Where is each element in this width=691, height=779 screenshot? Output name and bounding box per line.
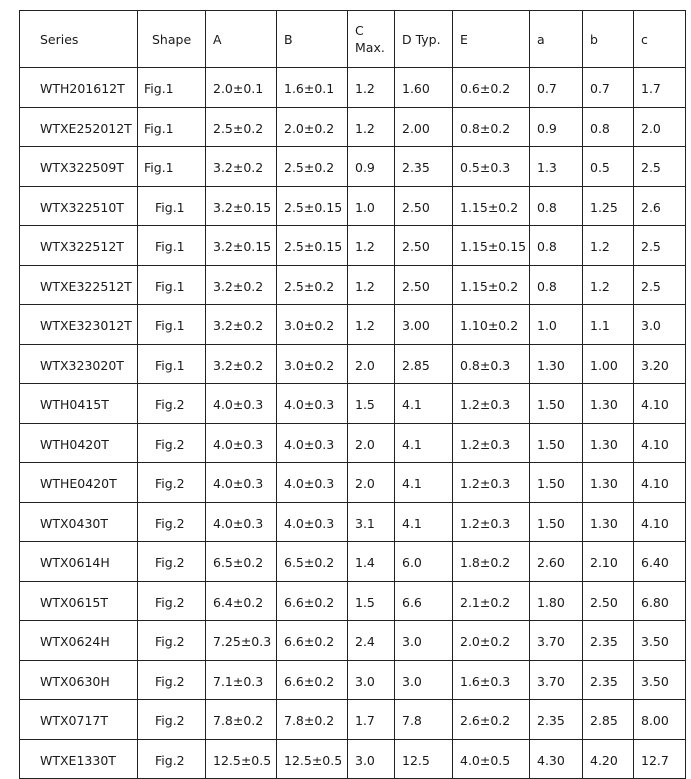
dim-d-cell: 3.0 xyxy=(395,621,453,661)
dim-a-cell: 4.0±0.3 xyxy=(206,423,277,463)
series-cell: WTH201612T xyxy=(20,68,138,108)
dimensions-table xyxy=(19,10,686,779)
dim-b-cell: 6.6±0.2 xyxy=(277,660,348,700)
shape-cell: Fig.1 xyxy=(138,107,206,147)
dim-b-small-cell: 1.2 xyxy=(583,226,634,266)
dim-b-cell: 2.5±0.15 xyxy=(277,226,348,266)
dim-e-cell: 2.6±0.2 xyxy=(453,700,530,740)
dim-b-small-cell: 1.30 xyxy=(583,423,634,463)
dim-c-small-cell: 6.80 xyxy=(634,581,686,621)
dim-a-small-cell: 0.8 xyxy=(530,265,583,305)
dim-b-cell: 12.5±0.5 xyxy=(277,739,348,779)
table-row xyxy=(20,621,686,661)
shape-cell: Fig.2 xyxy=(138,581,206,621)
dim-e-cell: 4.0±0.5 xyxy=(453,739,530,779)
series-cell: WTX322510T xyxy=(20,186,138,226)
table-header xyxy=(20,11,686,68)
series-cell: WTX0615T xyxy=(20,581,138,621)
dim-b-small-cell: 2.85 xyxy=(583,700,634,740)
dim-b-cell: 2.5±0.2 xyxy=(277,147,348,187)
header-b-lower: b xyxy=(583,11,634,68)
dim-b-cell: 4.0±0.3 xyxy=(277,384,348,424)
shape-cell: Fig.1 xyxy=(138,147,206,187)
dim-a-cell: 4.0±0.3 xyxy=(206,463,277,503)
dim-c-small-cell: 3.50 xyxy=(634,621,686,661)
dim-a-small-cell: 0.9 xyxy=(530,107,583,147)
dim-c-small-cell: 2.0 xyxy=(634,107,686,147)
dim-c-cell: 1.5 xyxy=(348,384,395,424)
dim-a-small-cell: 1.50 xyxy=(530,423,583,463)
dim-a-small-cell: 2.35 xyxy=(530,700,583,740)
shape-cell: Fig.2 xyxy=(138,700,206,740)
header-a-upper: A xyxy=(206,11,277,68)
series-cell: WTX322509T xyxy=(20,147,138,187)
dim-e-cell: 2.1±0.2 xyxy=(453,581,530,621)
dim-b-small-cell: 0.7 xyxy=(583,68,634,108)
shape-cell: Fig.1 xyxy=(138,265,206,305)
dim-c-cell: 1.4 xyxy=(348,542,395,582)
dim-b-small-cell: 4.20 xyxy=(583,739,634,779)
dim-c-small-cell: 2.6 xyxy=(634,186,686,226)
dim-b-cell: 4.0±0.3 xyxy=(277,502,348,542)
dim-d-cell: 4.1 xyxy=(395,502,453,542)
dim-b-cell: 1.6±0.1 xyxy=(277,68,348,108)
dim-a-cell: 6.4±0.2 xyxy=(206,581,277,621)
dim-e-cell: 0.5±0.3 xyxy=(453,147,530,187)
series-cell: WTXE252012T xyxy=(20,107,138,147)
dim-c-cell: 1.5 xyxy=(348,581,395,621)
table-row xyxy=(20,305,686,345)
dim-b-small-cell: 2.35 xyxy=(583,660,634,700)
dim-e-cell: 1.10±0.2 xyxy=(453,305,530,345)
series-cell: WTX0717T xyxy=(20,700,138,740)
dim-c-small-cell: 4.10 xyxy=(634,423,686,463)
dim-e-cell: 1.2±0.3 xyxy=(453,463,530,503)
dim-a-cell: 6.5±0.2 xyxy=(206,542,277,582)
dim-e-cell: 1.2±0.3 xyxy=(453,502,530,542)
dim-b-small-cell: 1.00 xyxy=(583,344,634,384)
series-cell: WTHE0420T xyxy=(20,463,138,503)
dim-c-cell: 3.0 xyxy=(348,660,395,700)
dim-b-cell: 4.0±0.3 xyxy=(277,463,348,503)
dim-b-small-cell: 1.25 xyxy=(583,186,634,226)
dim-a-cell: 2.5±0.2 xyxy=(206,107,277,147)
shape-cell: Fig.1 xyxy=(138,305,206,345)
dim-b-cell: 6.6±0.2 xyxy=(277,581,348,621)
dim-a-small-cell: 0.7 xyxy=(530,68,583,108)
dim-b-small-cell: 2.50 xyxy=(583,581,634,621)
table-row xyxy=(20,660,686,700)
shape-cell: Fig.2 xyxy=(138,423,206,463)
header-row xyxy=(20,11,686,68)
dim-e-cell: 0.8±0.3 xyxy=(453,344,530,384)
dim-d-cell: 2.50 xyxy=(395,186,453,226)
series-cell: WTH0415T xyxy=(20,384,138,424)
dim-a-cell: 2.0±0.1 xyxy=(206,68,277,108)
dim-a-small-cell: 1.50 xyxy=(530,502,583,542)
dim-a-small-cell: 0.8 xyxy=(530,186,583,226)
dim-c-small-cell: 1.7 xyxy=(634,68,686,108)
dim-c-small-cell: 3.0 xyxy=(634,305,686,345)
dim-c-cell: 2.0 xyxy=(348,463,395,503)
dim-c-cell: 1.2 xyxy=(348,226,395,266)
dim-c-small-cell: 2.5 xyxy=(634,226,686,266)
dim-b-cell: 6.6±0.2 xyxy=(277,621,348,661)
dim-e-cell: 0.8±0.2 xyxy=(453,107,530,147)
dim-c-small-cell: 12.7 xyxy=(634,739,686,779)
table-body xyxy=(20,68,686,779)
dim-b-cell: 4.0±0.3 xyxy=(277,423,348,463)
dim-a-small-cell: 3.70 xyxy=(530,660,583,700)
series-cell: WTXE323012T xyxy=(20,305,138,345)
dim-b-cell: 2.5±0.2 xyxy=(277,265,348,305)
dim-e-cell: 1.2±0.3 xyxy=(453,423,530,463)
dim-a-cell: 4.0±0.3 xyxy=(206,502,277,542)
shape-cell: Fig.1 xyxy=(138,68,206,108)
dim-c-cell: 1.2 xyxy=(348,107,395,147)
dim-e-cell: 1.2±0.3 xyxy=(453,384,530,424)
dim-d-cell: 7.8 xyxy=(395,700,453,740)
dim-b-small-cell: 1.2 xyxy=(583,265,634,305)
dim-c-small-cell: 2.5 xyxy=(634,147,686,187)
header-a-lower: a xyxy=(530,11,583,68)
dim-b-cell: 6.5±0.2 xyxy=(277,542,348,582)
dim-e-cell: 0.6±0.2 xyxy=(453,68,530,108)
dim-c-cell: 1.0 xyxy=(348,186,395,226)
shape-cell: Fig.2 xyxy=(138,739,206,779)
dim-d-cell: 2.50 xyxy=(395,265,453,305)
series-cell: WTX0430T xyxy=(20,502,138,542)
dim-e-cell: 1.15±0.15 xyxy=(453,226,530,266)
dim-a-cell: 7.8±0.2 xyxy=(206,700,277,740)
dim-d-cell: 2.85 xyxy=(395,344,453,384)
header-shape: Shape xyxy=(138,11,206,68)
header-d-typ: D Typ. xyxy=(395,11,453,68)
dim-a-small-cell: 4.30 xyxy=(530,739,583,779)
dim-d-cell: 2.00 xyxy=(395,107,453,147)
series-cell: WTH0420T xyxy=(20,423,138,463)
dim-c-small-cell: 4.10 xyxy=(634,502,686,542)
dim-c-cell: 0.9 xyxy=(348,147,395,187)
dim-a-cell: 7.1±0.3 xyxy=(206,660,277,700)
dim-a-cell: 3.2±0.2 xyxy=(206,305,277,345)
dim-c-cell: 1.2 xyxy=(348,305,395,345)
dim-b-cell: 3.0±0.2 xyxy=(277,305,348,345)
dim-a-small-cell: 3.70 xyxy=(530,621,583,661)
series-cell: WTX0630H xyxy=(20,660,138,700)
dim-d-cell: 6.0 xyxy=(395,542,453,582)
dim-e-cell: 1.8±0.2 xyxy=(453,542,530,582)
table-row xyxy=(20,68,686,108)
dim-a-cell: 7.25±0.3 xyxy=(206,621,277,661)
dim-e-cell: 2.0±0.2 xyxy=(453,621,530,661)
series-cell: WTX322512T xyxy=(20,226,138,266)
dim-d-cell: 12.5 xyxy=(395,739,453,779)
dim-c-cell: 2.0 xyxy=(348,423,395,463)
dim-c-cell: 1.2 xyxy=(348,68,395,108)
dim-b-small-cell: 1.30 xyxy=(583,502,634,542)
dim-a-small-cell: 2.60 xyxy=(530,542,583,582)
dim-d-cell: 6.6 xyxy=(395,581,453,621)
dim-a-cell: 3.2±0.2 xyxy=(206,344,277,384)
table-row xyxy=(20,186,686,226)
header-c-max-label: Max. xyxy=(355,40,385,55)
series-cell: WTX0614H xyxy=(20,542,138,582)
table-row xyxy=(20,107,686,147)
table-row xyxy=(20,700,686,740)
series-cell: WTXE1330T xyxy=(20,739,138,779)
table-row xyxy=(20,502,686,542)
dim-a-cell: 3.2±0.2 xyxy=(206,265,277,305)
dim-a-small-cell: 1.50 xyxy=(530,463,583,503)
dim-b-cell: 3.0±0.2 xyxy=(277,344,348,384)
table-row xyxy=(20,384,686,424)
dim-b-small-cell: 0.8 xyxy=(583,107,634,147)
series-cell: WTX323020T xyxy=(20,344,138,384)
dim-c-small-cell: 4.10 xyxy=(634,463,686,503)
shape-cell: Fig.2 xyxy=(138,542,206,582)
dim-b-cell: 7.8±0.2 xyxy=(277,700,348,740)
dim-d-cell: 4.1 xyxy=(395,463,453,503)
dim-c-cell: 2.4 xyxy=(348,621,395,661)
dim-e-cell: 1.15±0.2 xyxy=(453,265,530,305)
dim-c-cell: 3.1 xyxy=(348,502,395,542)
dim-a-small-cell: 1.80 xyxy=(530,581,583,621)
dim-c-small-cell: 6.40 xyxy=(634,542,686,582)
dim-a-cell: 12.5±0.5 xyxy=(206,739,277,779)
dim-c-small-cell: 3.50 xyxy=(634,660,686,700)
shape-cell: Fig.2 xyxy=(138,463,206,503)
header-c-max xyxy=(348,11,395,68)
dim-b-small-cell: 2.10 xyxy=(583,542,634,582)
table-row xyxy=(20,265,686,305)
dim-c-small-cell: 4.10 xyxy=(634,384,686,424)
table-row xyxy=(20,739,686,779)
dim-d-cell: 4.1 xyxy=(395,384,453,424)
dim-b-cell: 2.0±0.2 xyxy=(277,107,348,147)
table-row xyxy=(20,463,686,503)
series-cell: WTXE322512T xyxy=(20,265,138,305)
table-row xyxy=(20,581,686,621)
dim-c-cell: 3.0 xyxy=(348,739,395,779)
dim-b-small-cell: 1.30 xyxy=(583,463,634,503)
dim-d-cell: 3.0 xyxy=(395,660,453,700)
dim-a-small-cell: 1.30 xyxy=(530,344,583,384)
dim-d-cell: 4.1 xyxy=(395,423,453,463)
dim-b-small-cell: 1.30 xyxy=(583,384,634,424)
dim-c-small-cell: 3.20 xyxy=(634,344,686,384)
dim-c-cell: 2.0 xyxy=(348,344,395,384)
dim-a-cell: 3.2±0.15 xyxy=(206,226,277,266)
dim-b-small-cell: 1.1 xyxy=(583,305,634,345)
dim-d-cell: 2.50 xyxy=(395,226,453,266)
series-cell: WTX0624H xyxy=(20,621,138,661)
table-row xyxy=(20,226,686,266)
dim-e-cell: 1.15±0.2 xyxy=(453,186,530,226)
dim-e-cell: 1.6±0.3 xyxy=(453,660,530,700)
dim-a-cell: 3.2±0.2 xyxy=(206,147,277,187)
dim-c-small-cell: 8.00 xyxy=(634,700,686,740)
dim-a-small-cell: 1.0 xyxy=(530,305,583,345)
header-series: Series xyxy=(20,11,138,68)
shape-cell: Fig.2 xyxy=(138,621,206,661)
table-row xyxy=(20,344,686,384)
shape-cell: Fig.2 xyxy=(138,660,206,700)
header-e: E xyxy=(453,11,530,68)
shape-cell: Fig.1 xyxy=(138,226,206,266)
dim-b-cell: 2.5±0.15 xyxy=(277,186,348,226)
header-b-upper: B xyxy=(277,11,348,68)
table-row xyxy=(20,542,686,582)
dim-b-small-cell: 0.5 xyxy=(583,147,634,187)
table-row xyxy=(20,423,686,463)
dim-d-cell: 3.00 xyxy=(395,305,453,345)
shape-cell: Fig.2 xyxy=(138,384,206,424)
shape-cell: Fig.2 xyxy=(138,502,206,542)
shape-cell: Fig.1 xyxy=(138,186,206,226)
dim-d-cell: 1.60 xyxy=(395,68,453,108)
dim-a-small-cell: 1.50 xyxy=(530,384,583,424)
dim-a-small-cell: 1.3 xyxy=(530,147,583,187)
header-c-label: C xyxy=(355,23,364,38)
dim-c-small-cell: 2.5 xyxy=(634,265,686,305)
header-c-lower: c xyxy=(634,11,686,68)
dim-a-small-cell: 0.8 xyxy=(530,226,583,266)
table-row xyxy=(20,147,686,187)
dim-a-cell: 3.2±0.15 xyxy=(206,186,277,226)
dim-a-cell: 4.0±0.3 xyxy=(206,384,277,424)
dim-d-cell: 2.35 xyxy=(395,147,453,187)
dim-c-cell: 1.2 xyxy=(348,265,395,305)
shape-cell: Fig.1 xyxy=(138,344,206,384)
dim-b-small-cell: 2.35 xyxy=(583,621,634,661)
dim-c-cell: 1.7 xyxy=(348,700,395,740)
